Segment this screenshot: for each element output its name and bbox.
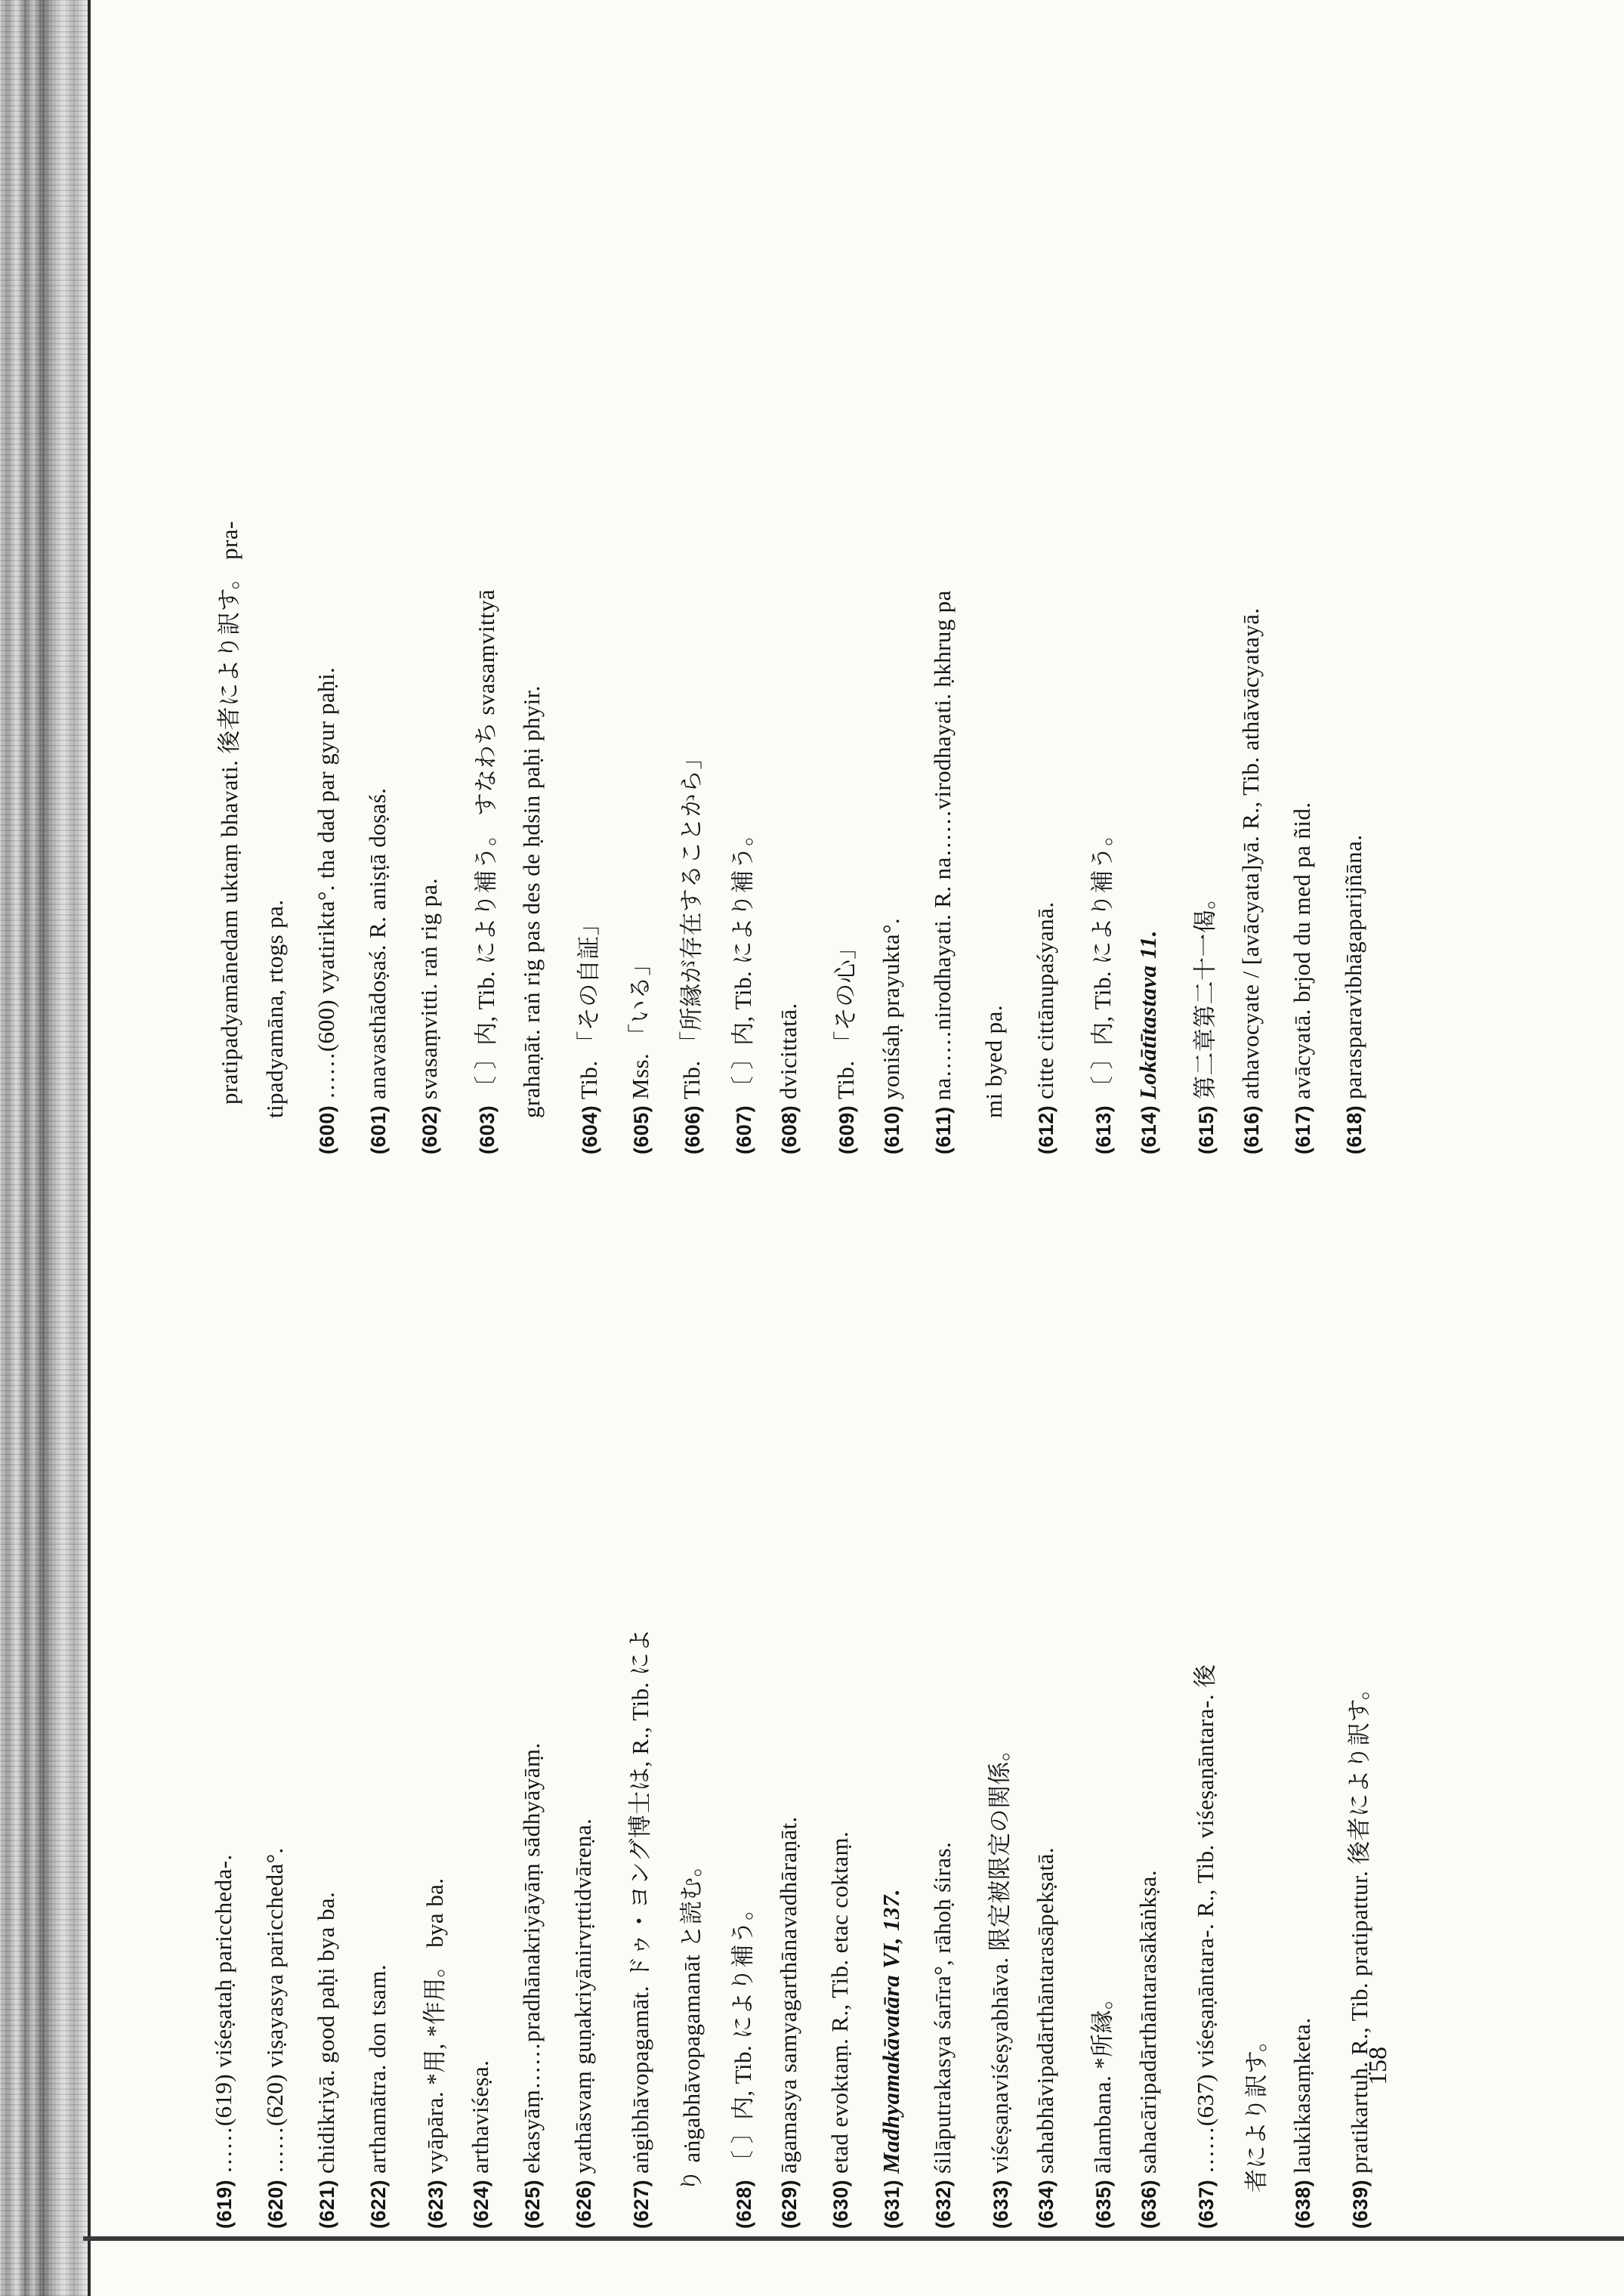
- note-line: (605)Mss. 「いる」: [627, 952, 653, 1154]
- right-notes-column: [210, 1628, 1391, 2229]
- note-line: (631)Madhyamakāvatāra VI, 137.: [878, 1889, 904, 2229]
- note-line: pratipadyamānedam uktaṃ bhavati. 後者により訳す。 pra-: [216, 521, 242, 1105]
- page-fold-line: [83, 2236, 1624, 2241]
- note-line: 者により訳す。: [1243, 2028, 1270, 2192]
- note-line: (603)〔 〕内, Tib. により補う。 すなわち svasaṃvittyā: [473, 589, 499, 1154]
- note-line: (625)ekasyāṃ……pradhānakriyāyāṃ sādhyāyāṃ.: [518, 1742, 545, 2229]
- note-line: (637)……(637) viśeṣaṇāntara-. R., Tib. viśeṣaṇāntara-. 後: [1192, 1664, 1218, 2229]
- note-line: (630)etad evoktaṃ. R., Tib. etac coktaṃ.: [826, 1831, 853, 2229]
- note-line: (607)〔 〕内, Tib. により補う。: [730, 822, 756, 1154]
- note-line: (619)……(619) viśeṣataḥ pariccheda-.: [210, 1854, 236, 2229]
- note-line: mi byed pa.: [980, 1005, 1007, 1118]
- note-line: (612)citte cittānupaśyanā.: [1032, 901, 1058, 1154]
- note-line: tipadyamāna, rtogs pa.: [261, 899, 288, 1118]
- note-line: (638)laukikasaṃketa.: [1289, 2017, 1315, 2229]
- note-line: grahaṇāt. raṅ rig pas des de ḥdsin paḥi phyir.: [518, 685, 545, 1118]
- note-line: (616)athavocyate / [avācyata]yā. R., Tib. athāvācyatayā.: [1237, 607, 1264, 1154]
- note-line: (611)na……nirodhayati. R. na……virodhayati. ḥkhrug pa: [929, 590, 956, 1154]
- left-notes-column: [210, 521, 1391, 1154]
- note-line: (628)〔 〕内, Tib. により補う。: [730, 1896, 756, 2229]
- note-line: り aṅgabhāvopagamanāt と読む。: [678, 1853, 705, 2192]
- note-line: (609)Tib. 「その心」: [832, 935, 859, 1154]
- scan-noise: [0, 0, 89, 2296]
- note-line: (623)vyāpāra. *用, *作用。 bya ba.: [421, 1877, 448, 2229]
- page-number: 158: [1364, 2047, 1392, 2085]
- note-line: (608)dvicittatā.: [775, 1003, 801, 1154]
- note-line: (613)〔 〕内, Tib. により補う。: [1089, 822, 1116, 1154]
- note-line: (610)yoniśaḥ prayukta°.: [878, 917, 904, 1154]
- note-line: (601)anavasthādoṣaś. R. aniṣṭā doṣaś.: [364, 787, 391, 1154]
- note-line: (620)……(620) viṣayasya pariccheda°.: [261, 1847, 288, 2229]
- note-line: (636)sahacāripadārthāntarasākāṅkṣa.: [1135, 1870, 1161, 2229]
- note-line: (624)arthaviśeṣa.: [467, 2060, 493, 2229]
- note-line: (606)Tib. 「所縁が存在することから」: [678, 746, 705, 1154]
- note-line: (617)avācyatā. brjod du med pa ñid.: [1289, 802, 1315, 1154]
- note-line: (615)第二章第二十一偈。: [1192, 885, 1218, 1154]
- note-line: (614)Lokātītastava 11.: [1135, 930, 1161, 1154]
- note-line: (627)aṅgibhāvopagamāt. ドゥ・ヨング博士は, R., Tib. によ: [627, 1628, 653, 2229]
- note-line: (634)sahabhāvipadārthāntarasāpekṣatā.: [1032, 1847, 1058, 2229]
- note-line: (629)āgamasya samyagarthānavadhāraṇāt.: [775, 1816, 801, 2229]
- note-line: (618)parasparavibhāgaparijñāna.: [1340, 834, 1366, 1154]
- note-line: (602)svasaṃvitti. raṅ rig pa.: [415, 878, 442, 1154]
- note-line: (622)arthamātra. don tsam.: [364, 1964, 391, 2229]
- binding-edge-line: [88, 0, 91, 2296]
- note-line: (626)yathāsvaṃ guṇakriyānirvṛttidvāreṇa.: [570, 1818, 596, 2229]
- note-line: (639)pratikartuḥ. R., Tib. pratipattur. 後者により訳す。: [1346, 1676, 1372, 2229]
- note-line: (633)viśeṣaṇaviśeṣyabhāva. 限定被限定の関係。: [986, 1737, 1013, 2229]
- note-line: (635)ālambana. *所縁。: [1089, 1985, 1116, 2229]
- note-line: (621)chidikriyā. good paḥi bya ba.: [313, 1891, 339, 2229]
- note-line: (600)……(600) vyatirikta°. tha dad par gyur paḥi.: [313, 667, 339, 1154]
- note-line: (632)śilāputrakasya śarīra°, rāhoḥ śiras.: [929, 1841, 956, 2229]
- note-line: (604)Tib. 「その自証」: [576, 912, 602, 1154]
